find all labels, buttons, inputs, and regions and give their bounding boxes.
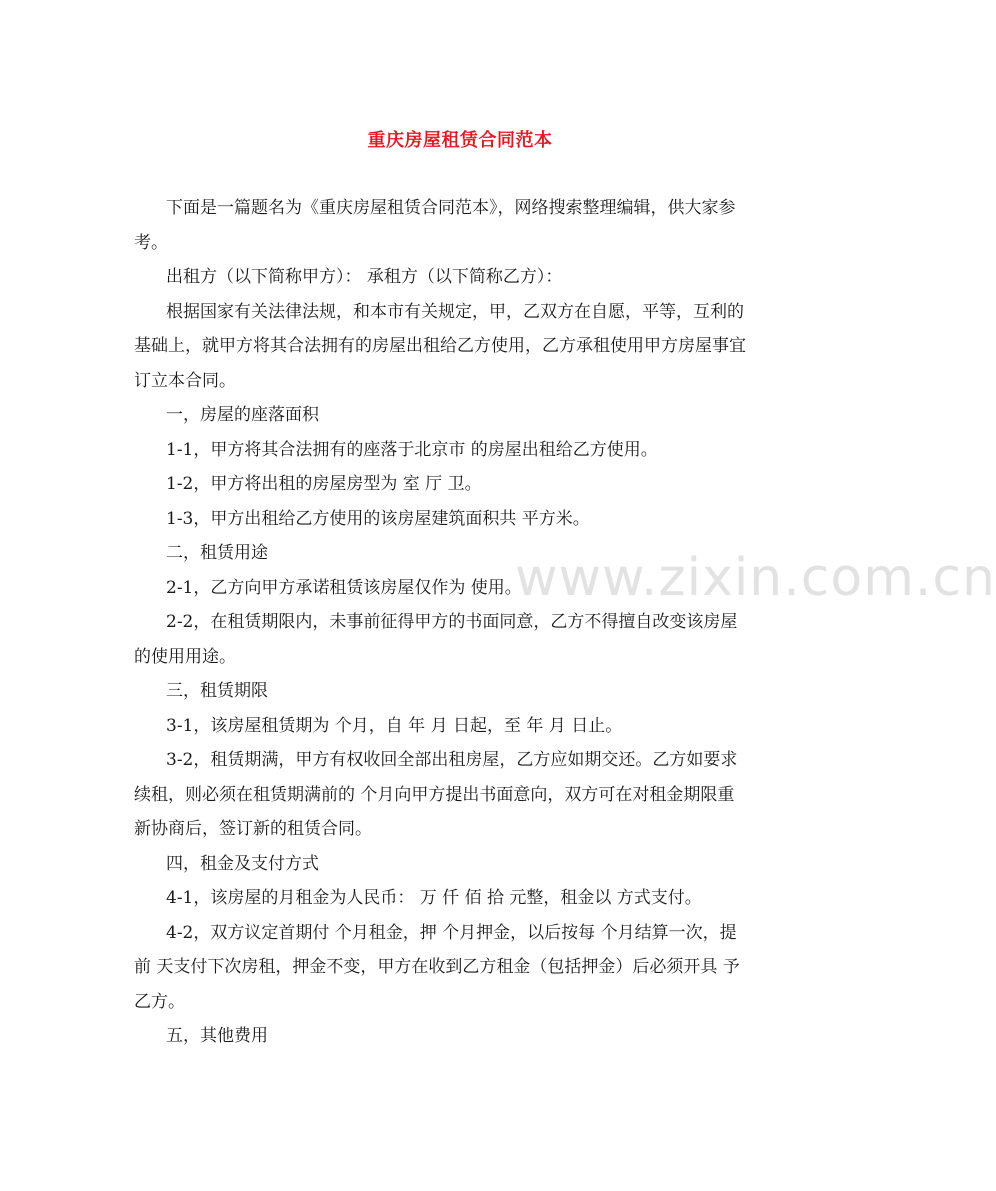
paragraph-line: 基础上，就甲方将其合法拥有的房屋出租给乙方使用，乙方承租使用甲方房屋事宜	[134, 336, 746, 356]
clause	[166, 502, 796, 537]
watermark: www.zixin.com.cn	[515, 548, 996, 608]
paragraph	[166, 295, 796, 330]
paragraph	[166, 260, 796, 295]
paragraph-line: 的使用用途。	[134, 646, 236, 667]
paragraph-line: 考。	[134, 232, 168, 253]
paragraph-first-line: 1-1，甲方将其合法拥有的座落于北京市 的房屋出租给乙方使用。	[166, 439, 658, 460]
paragraph-first-line: 五，其他费用	[166, 1026, 268, 1046]
section-heading	[166, 847, 796, 882]
section-heading	[166, 398, 796, 433]
paragraph-continuation	[134, 226, 796, 261]
paragraph-first-line: 一，房屋的座落面积	[166, 405, 319, 425]
section-heading	[166, 1019, 796, 1054]
paragraph-line: 订立本合同。	[134, 370, 236, 391]
paragraph-first-line: 2-1，乙方向甲方承诺租赁该房屋仅作为 使用。	[166, 577, 522, 598]
paragraph-continuation	[134, 329, 796, 364]
paragraph-first-line: 二，租赁用途	[166, 543, 268, 563]
paragraph-first-line: 出租方（以下简称甲方）： 承租方（以下简称乙方）：	[166, 267, 563, 287]
paragraph-first-line: 三，租赁期限	[166, 681, 268, 701]
clause	[166, 743, 796, 778]
section-heading	[166, 536, 796, 571]
paragraph-continuation	[134, 640, 796, 675]
paragraph-line: 乙方。	[134, 991, 185, 1012]
paragraph-first-line: 4-1，该房屋的月租金为人民币： 万 仟 佰 拾 元整，租金以 方式支付。	[166, 888, 702, 908]
paragraph-continuation	[134, 364, 796, 399]
paragraph-first-line: 1-3，甲方出租给乙方使用的该房屋建筑面积共 平方米。	[166, 508, 590, 529]
paragraph-line: 新协商后，签订新的租赁合同。	[134, 819, 372, 839]
paragraph-continuation	[134, 985, 796, 1020]
document-body	[134, 191, 796, 1054]
paragraph-first-line: 4-2，双方议定首期付 个月租金，押 个月押金，以后按每 个月结算一次，提	[166, 922, 737, 943]
paragraph-first-line: 3-2，租赁期满，甲方有权收回全部出租房屋，乙方应如期交还。乙方如要求	[166, 750, 738, 770]
clause	[166, 881, 796, 916]
paragraph-continuation	[134, 812, 796, 847]
paragraph-first-line: 2-2，在租赁期限内，未事前征得甲方的书面同意，乙方不得擅自改变该房屋	[166, 612, 738, 632]
paragraph	[166, 191, 796, 226]
section-heading	[166, 674, 796, 709]
paragraph-first-line: 四，租金及支付方式	[166, 853, 319, 874]
document-title: 重庆房屋租赁合同范本	[367, 130, 553, 151]
paragraph-line: 前 天支付下次房租，押金不变，甲方在收到乙方租金（包括押金）后必须开具 予	[134, 957, 740, 977]
paragraph-first-line: 1-2，甲方将出租的房屋房型为 室 厅 卫。	[166, 474, 482, 494]
paragraph-continuation	[134, 950, 796, 985]
clause	[166, 709, 796, 744]
clause	[166, 605, 796, 640]
clause	[166, 571, 796, 606]
paragraph-first-line: 根据国家有关法律法规，和本市有关规定，甲，乙双方在自愿，平等，互利的	[166, 301, 744, 322]
clause	[166, 433, 796, 468]
paragraph-first-line: 3-1，该房屋租赁期为 个月，自 年 月 日起，至 年 月 日止。	[166, 715, 623, 736]
clause	[166, 467, 796, 502]
clause	[166, 916, 796, 951]
paragraph-first-line: 下面是一篇题名为《重庆房屋租赁合同范本》，网络搜索整理编辑，供大家参	[166, 198, 736, 218]
paragraph-line: 续租，则必须在租赁期满前的 个月向甲方提出书面意向，双方可在对租金期限重	[134, 784, 735, 805]
paragraph-continuation	[134, 778, 796, 813]
